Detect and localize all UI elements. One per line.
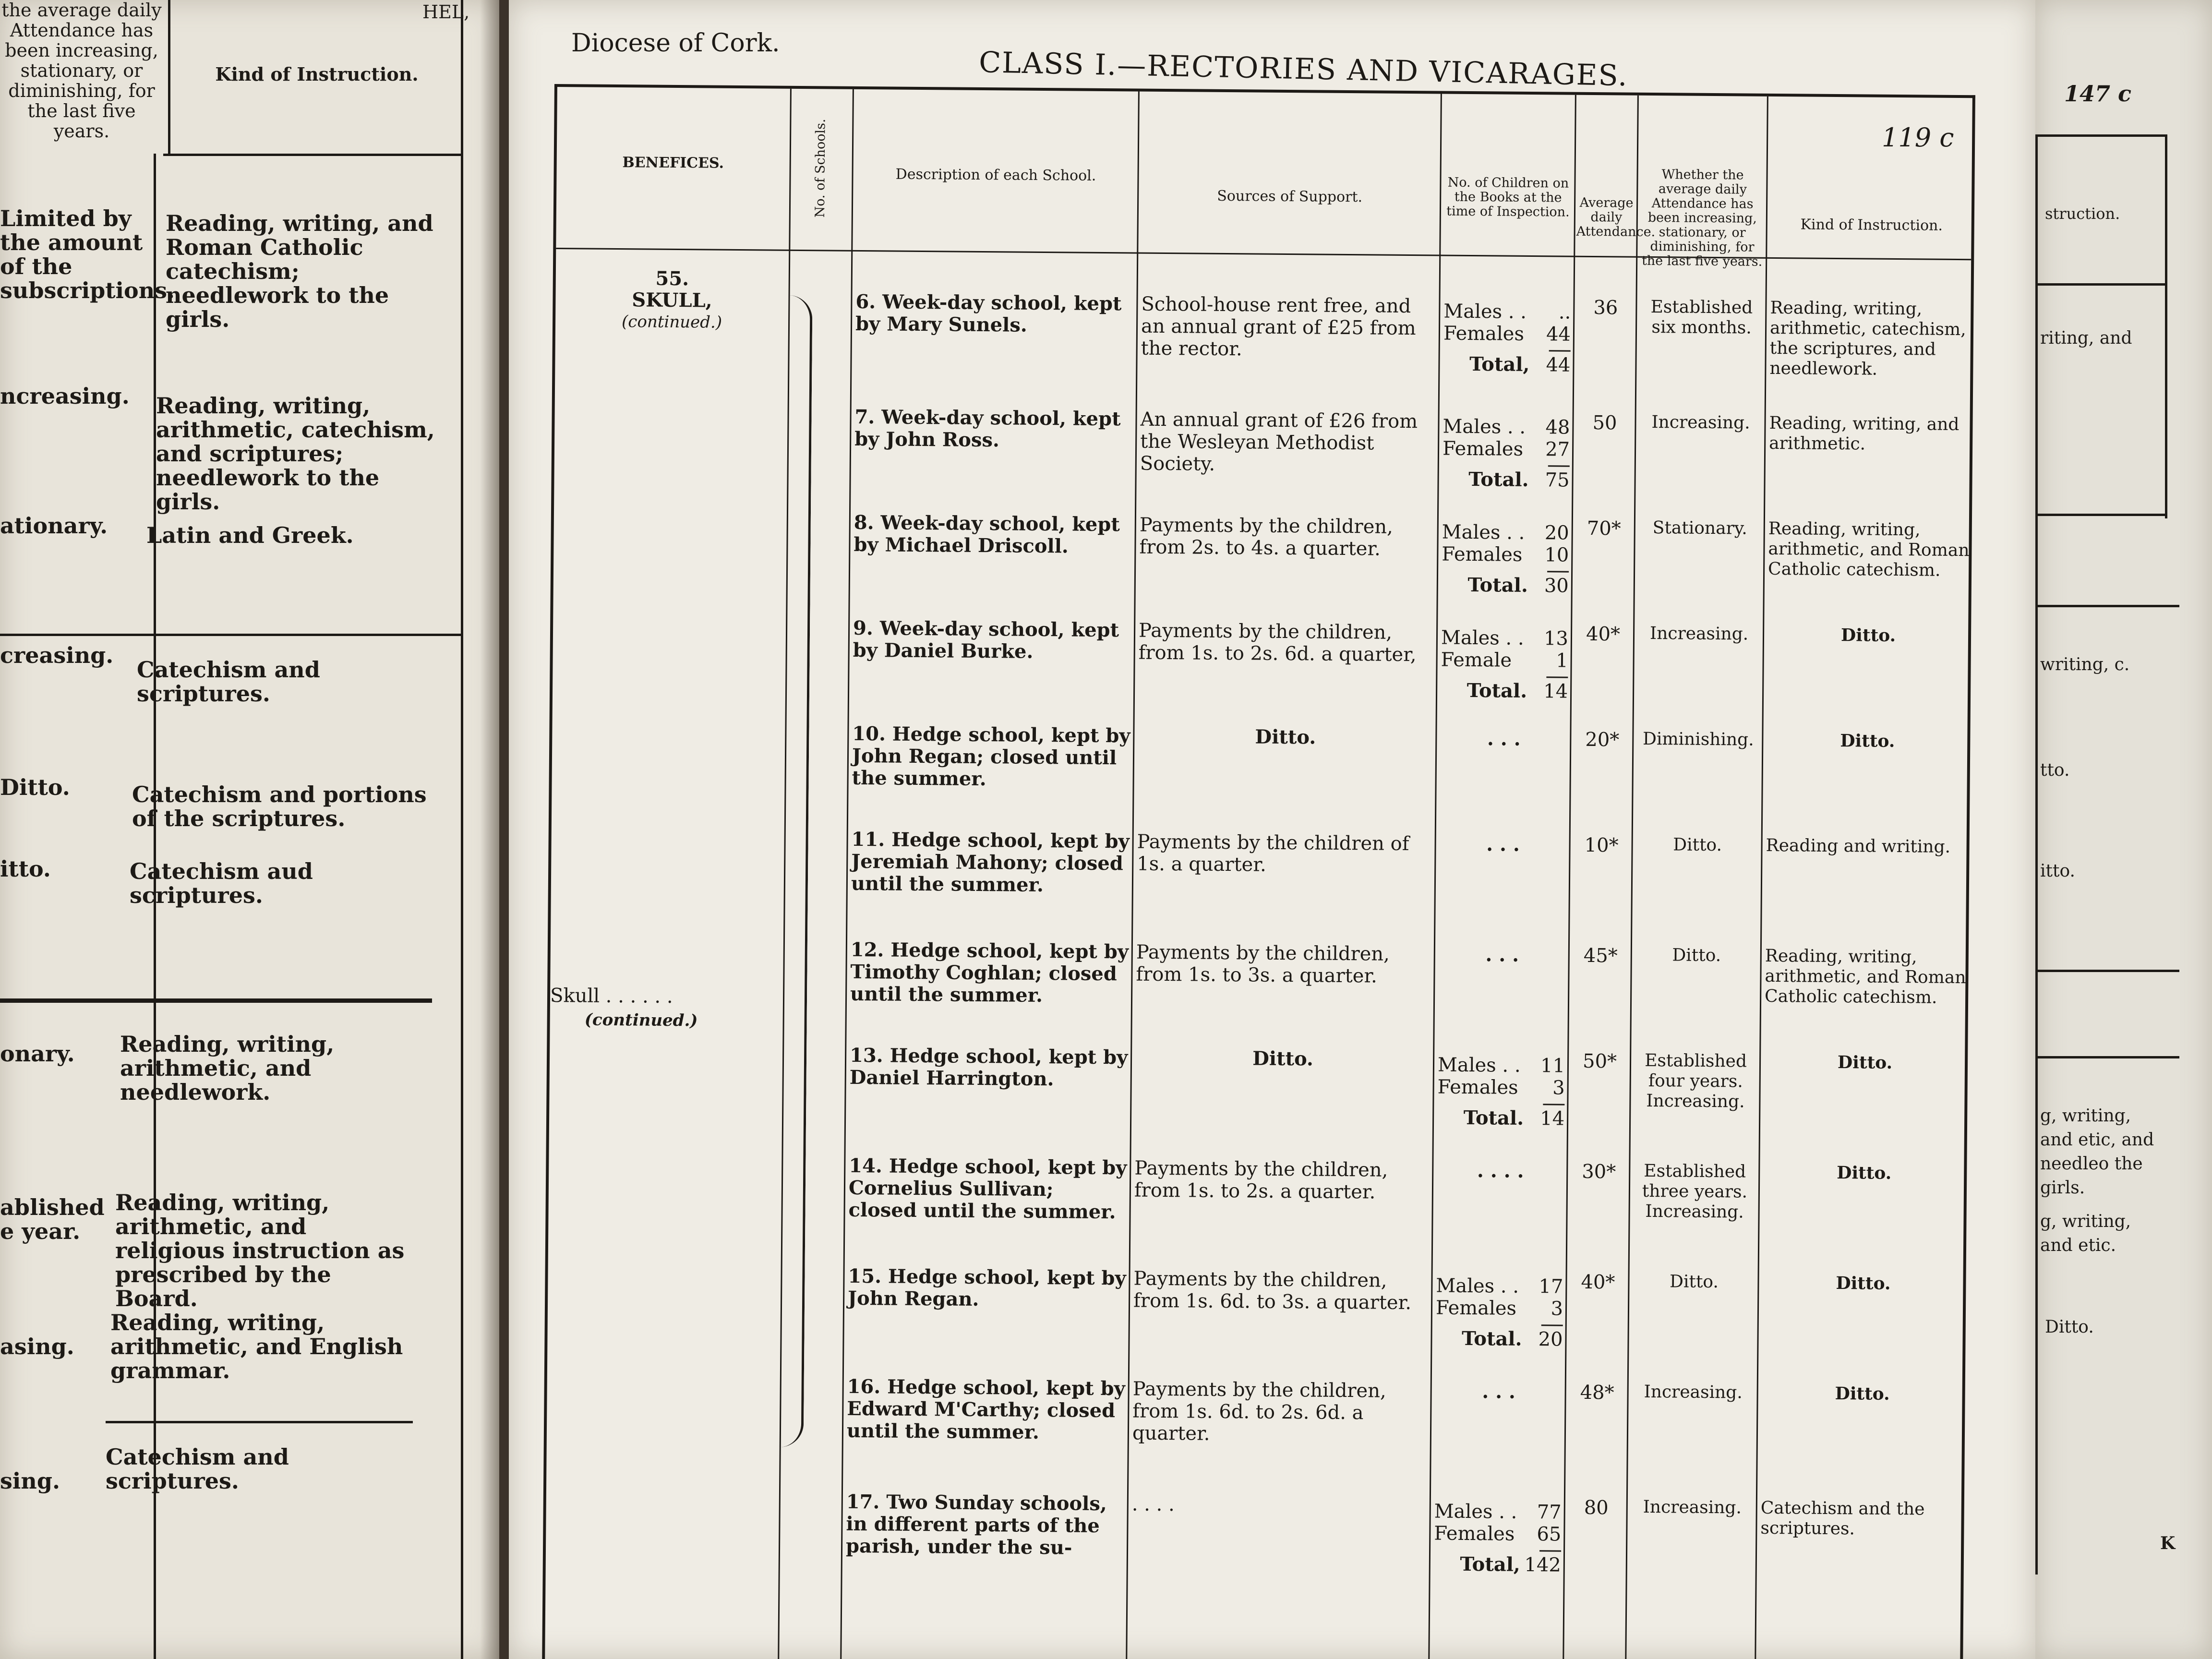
right-row-text: riting, and [2040,328,2132,348]
left-row-instruction: Reading, writing, arithmetic, and religious instruction as prescribed by the Board. [115,1190,405,1311]
left-page [0,0,499,1659]
males-count: 20 [1544,522,1569,544]
right-row-text: itto. [2040,861,2075,881]
school-support: Payments by the children, from 1s. to 3s. a quarter. [1136,941,1390,987]
attendance-trend: Established six months. [1650,297,1753,338]
total-rule [1546,676,1568,678]
females-count: 3 [1551,1298,1563,1320]
left-row-instruction: Reading, writing, arithmetic, and needlework. [120,1031,335,1105]
school-description: 10. Hedge school, kept by John Regan; closed until the summer. [852,722,1130,791]
benefice-side-name: Skull . . . . . . [550,984,673,1008]
males-label: Males . . [1442,521,1525,544]
left-row-rule [0,634,461,636]
right-row-text: K [2160,1533,2176,1553]
kind-of-instruction: Ditto. [1837,1052,1893,1073]
right-row-rule [2035,605,2179,607]
males-label: Males . . [1443,300,1527,323]
header-children: No. of Children on the Books at the time of Inspection. [1446,175,1570,220]
total-count: 30 [1544,575,1569,597]
kind-of-instruction: Reading, writing, and arithmetic. [1769,413,1960,454]
children-count: . . . [1485,943,1519,966]
total-count: 75 [1545,469,1570,492]
total-label: Total. [1467,573,1528,597]
left-row-attendance: onary. [0,1041,75,1067]
total-rule [1548,465,1570,467]
right-top-rule [2035,134,2165,137]
females-label: Females [1434,1522,1515,1545]
school-support: Payments by the children, from 1s. 6d. to 2s. 6d. a quarter. [1132,1378,1386,1445]
left-header-fragment: HEL, [422,1,470,23]
header-avg-attendance: Average daily Attendance. [1576,195,1656,240]
left-header-attendance: the average daily Attendance has been increasing, stationary, or diminishing, for the last five years. [1,0,162,142]
attendance-trend: Established three years. Increasing. [1642,1161,1748,1222]
attendance-trend: Stationary. [1652,517,1748,539]
females-count: 1 [1555,649,1568,672]
header-benefices: BENEFICES. [622,154,724,172]
attendance-trend: Ditto. [1673,835,1722,855]
kind-of-instruction: Ditto. [1837,1163,1892,1183]
total-count: 14 [1543,680,1568,703]
average-attendance: 50 [1592,412,1617,434]
left-row-attendance: creasing. [0,642,114,668]
kind-of-instruction: Ditto. [1835,1383,1890,1404]
column-rule [1625,96,1639,1659]
left-section-rule [0,998,432,1003]
kind-of-instruction: Reading and writing. [1766,835,1951,857]
males-label: Males . . [1436,1274,1519,1298]
attendance-trend: Increasing. [1649,623,1749,644]
children-count: . . . [1482,1380,1516,1403]
benefice-side-continued: (continued.) [584,1010,698,1031]
males-count: 11 [1540,1055,1565,1077]
kind-of-instruction: Ditto. [1840,625,1896,646]
females-label: Females [1443,322,1525,345]
children-count: . . . [1487,727,1521,750]
diocese-heading: Diocese of Cork. [571,29,780,58]
total-rule [1539,1550,1561,1551]
school-description: 11. Hedge school, kept by Jeremiah Mahony; closed until the summer. [851,828,1130,897]
total-count: 14 [1540,1107,1565,1130]
right-page [2035,0,2212,1659]
males-count: 48 [1545,416,1570,439]
left-row-instruction: Reading, writing, and Roman Catholic catechism; needlework to the girls. [166,210,433,332]
average-attendance: 50* [1582,1050,1617,1073]
school-support: . . . . [1131,1493,1175,1516]
females-label: Females [1435,1297,1517,1320]
males-count: 17 [1539,1275,1563,1298]
total-count: 20 [1538,1328,1563,1351]
header-instruction: Kind of Instruction. [1800,216,1943,234]
left-row-instruction: Catechism and scriptures. [137,657,320,707]
school-description: 6. Week-day school, kept by Mary Sunels. [855,290,1122,337]
average-attendance: 36 [1593,297,1618,319]
males-label: Males . . [1441,626,1524,649]
total-label: Total. [1461,1327,1522,1350]
right-row-text: writing, c. [2040,655,2130,674]
left-row-instruction: Reading, writing, arithmetic, catechism, and scriptures; needlework to the girls. [156,393,435,515]
left-row-instruction: Latin and Greek. [146,522,354,548]
females-count: 65 [1537,1523,1562,1546]
kind-of-instruction: Reading, writing, arithmetic, catechism, the scriptures, and needlework. [1769,298,1966,379]
header-trend: Whether the average daily Attendance has been increasing, stationary, or diminishing, for the last five years. [1641,167,1763,269]
attendance-trend: Increasing. [1651,412,1750,433]
females-count: 44 [1546,323,1571,346]
left-row-rule [106,1421,413,1423]
benefice-number: 55. [655,267,689,290]
females-label: Females [1437,1076,1518,1099]
school-table [542,84,1975,1659]
total-rule [1543,1104,1564,1105]
school-description: 13. Hedge school, kept by Daniel Harrington. [849,1044,1128,1091]
attendance-trend: Increasing. [1644,1382,1743,1403]
attendance-trend: Established four years. Increasing. [1645,1050,1747,1112]
right-row-rule [2035,1056,2179,1058]
right-row-rule [2035,970,2179,972]
header-sources: Sources of Support. [1217,187,1363,206]
kind-of-instruction: Ditto. [1840,731,1895,751]
left-header-rule [163,154,461,156]
average-attendance: 70* [1587,517,1621,540]
school-support: Payments by the children, from 2s. to 4s. a quarter. [1139,514,1394,560]
right-row-text: g, writing, and etic. [2040,1212,2131,1255]
average-attendance: 20* [1585,728,1620,751]
females-label: Female [1441,649,1512,672]
left-row-attendance: itto. [0,856,51,882]
school-support: Payments by the children, from 1s. to 2s. 6d. a quarter, [1138,619,1417,666]
males-label: Males . . [1434,1500,1517,1523]
right-outer-rule [2165,134,2167,518]
males-label: Males . . [1437,1054,1521,1077]
school-description: 14. Hedge school, kept by Cornelius Sullivan; closed until the summer. [848,1154,1127,1224]
total-rule [1549,350,1571,351]
left-row-attendance: Limited by the amount of the subscriptions. [0,205,175,303]
average-attendance: 45* [1583,944,1618,967]
school-description: 8. Week-day school, kept by Michael Driscoll. [854,511,1120,558]
right-row-text: tto. [2040,760,2070,780]
left-row-instruction: Catechism and portions of the scriptures. [132,781,427,831]
total-label: Total, [1469,352,1530,376]
school-support: Ditto. [1255,725,1316,749]
total-count: 44 [1546,354,1571,376]
school-support: Payments by the children of 1s. a quarter. [1137,830,1409,876]
school-description: 15. Hedge school, kept by John Regan. [847,1264,1126,1311]
school-description: 7. Week-day school, kept by John Ross. [854,405,1121,452]
left-row-attendance: sing. [0,1468,60,1494]
children-count: . . . [1486,833,1520,856]
total-rule [1547,571,1569,572]
kind-of-instruction: Catechism and the scriptures. [1760,1498,1925,1539]
attendance-trend: Ditto. [1669,1272,1719,1292]
left-row-instruction: Catechism aud scriptures. [130,858,313,908]
page-number: 119 c [1882,122,1954,153]
left-row-attendance: ablished e year. [0,1194,105,1244]
kind-of-instruction: Reading, writing, arithmetic, and Roman Catholic catechism. [1767,518,1970,580]
males-label: Males . . [1443,415,1526,438]
females-count: 27 [1545,438,1570,461]
benefice-name: SKULL, [632,289,712,312]
average-attendance: 48* [1580,1381,1614,1404]
children-count: . . . . [1477,1159,1524,1182]
school-support: Payments by the children, from 1s. to 2s. a quarter. [1134,1157,1388,1203]
attendance-trend: Ditto. [1672,945,1721,966]
average-attendance: 80 [1584,1496,1609,1519]
right-row-rule [2035,514,2165,516]
total-label: Total. [1463,1106,1524,1130]
total-rule [1541,1324,1563,1326]
total-label: Total, [1460,1552,1521,1576]
school-support: Payments by the children, from 1s. 6d. to 3s. a quarter. [1133,1267,1412,1314]
males-count: 13 [1543,627,1569,650]
left-row-attendance: ncreasing. [0,383,130,409]
left-header-instruction: Kind of Instruction. [215,63,419,85]
right-row-text: Ditto. [2045,1317,2094,1337]
class-title: CLASS I.—RECTORIES AND VICARAGES. [978,46,1629,93]
school-description: 9. Week-day school, kept by Daniel Burke. [853,616,1119,663]
left-row-attendance: ationary. [0,513,108,539]
header-description: Description of each School. [895,166,1096,184]
school-description: 17. Two Sunday schools, in different parts of the parish, under the su- [845,1490,1107,1559]
left-column-rule [168,0,170,154]
grouping-brace [780,295,813,1447]
total-count: 142 [1524,1553,1562,1576]
right-header-rule [2035,283,2165,286]
males-count: 77 [1537,1501,1562,1524]
left-row-attendance: Ditto. [0,774,70,800]
attendance-trend: Diminishing. [1642,729,1754,750]
right-column-rule [2035,134,2038,1575]
school-support: School-house rent free, and an annual grant of £25 from the rector. [1141,293,1416,361]
average-attendance: 30* [1582,1160,1616,1183]
right-header-fragment: struction. [2045,204,2120,223]
right-page-number: 147 c [2064,81,2132,107]
kind-of-instruction: Reading, writing, arithmetic, and Roman Catholic catechism. [1764,946,1966,1008]
left-outer-rule [461,0,463,1659]
females-label: Females [1442,437,1524,460]
school-support: An annual grant of £26 from the Wesleyan Methodist Society. [1140,408,1418,475]
average-attendance: 10* [1584,834,1619,857]
females-count: 3 [1552,1077,1565,1099]
benefice-continued: (continued.) [621,312,722,332]
average-attendance: 40* [1586,623,1621,646]
females-label: Females [1442,543,1523,566]
left-row-instruction: Reading, writing, arithmetic, and English grammar. [110,1310,403,1383]
kind-of-instruction: Ditto. [1836,1273,1891,1294]
school-description: 16. Hedge school, kept by Edward M'Carthy; closed until the summer. [846,1375,1126,1444]
school-support: Ditto. [1252,1047,1314,1070]
left-row-attendance: asing. [0,1334,74,1359]
males-count: .. [1558,301,1571,324]
total-label: Total. [1468,468,1529,491]
average-attendance: 40* [1581,1271,1615,1294]
left-row-instruction: Catechism and scriptures. [106,1444,289,1494]
attendance-trend: Increasing. [1643,1497,1742,1518]
school-description: 12. Hedge school, kept by Timothy Coghlan; closed until the summer. [850,938,1129,1007]
main-page [509,0,2035,1659]
header-no-schools: No. of Schools. [812,119,829,218]
females-count: 10 [1544,544,1569,566]
right-row-text: g, writing, and etic, and needleo the girls. [2040,1106,2154,1198]
total-label: Total. [1467,679,1527,702]
